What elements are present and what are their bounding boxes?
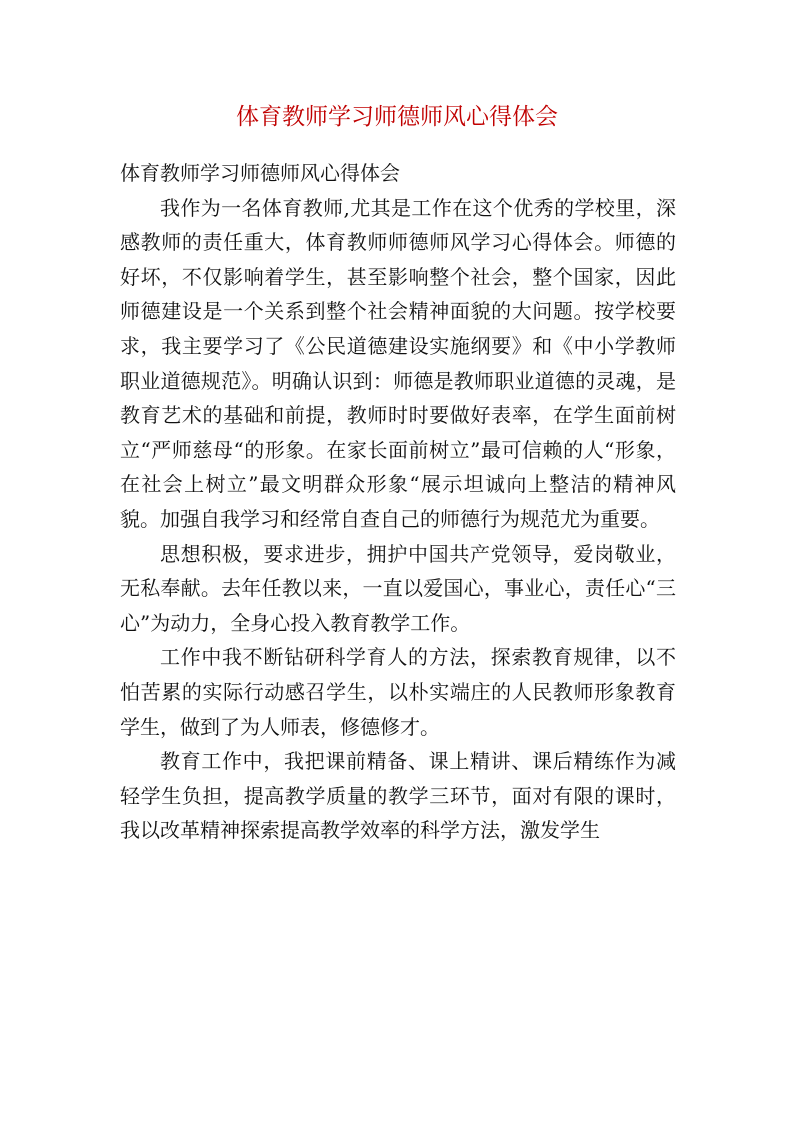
document-title: 体育教师学习师德师风心得体会 <box>236 104 558 130</box>
paragraph-1: 我作为一名体育教师,尤其是工作在这个优秀的学校里，深感教师的责任重大，体育教师师德师风学习心得体会。师德的好坏，不仅影响着学生，甚至影响整个社会，整个国家，因此师德建设是一个关系到整个社会精神面貌的大问题。按学校要求，我主要学习了《公民道德建设实施纲要》和《中小学教师职业道德规范》。明确认识到：师德是教师职业道德的灵魂，是教育艺术的基础和前提，教师时时要做好表率，在学生面前树立“严师慈母“的形象。在家长面前树立”最可信赖的人“形象，在社会上树立”最文明群众形象“展示坦诚向上整洁的精神风貌。加强自我学习和经常自查自己的师德行为规范尤为重要。 <box>120 195 676 531</box>
paragraph-2: 思想积极，要求进步，拥护中国共产党领导，爱岗敬业，无私奉献。去年任教以来，一直以爱国心，事业心，责任心“三心”为动力，全身心投入教育教学工作。 <box>120 541 676 635</box>
paragraph-4: 教育工作中，我把课前精备、课上精讲、课后精练作为减轻学生负担，提高教学质量的教学三环节，面对有限的课时，我以改革精神探索提高教学效率的科学方法，激发学生 <box>120 749 676 843</box>
document-body <box>120 156 676 848</box>
document-subtitle: 体育教师学习师德师风心得体会 <box>120 161 400 185</box>
paragraph-3: 工作中我不断钻研科学育人的方法，探索教育规律，以不怕苦累的实际行动感召学生，以朴实端庄的人民教师形象教育学生，做到了为人师表，修德修才。 <box>120 645 676 739</box>
